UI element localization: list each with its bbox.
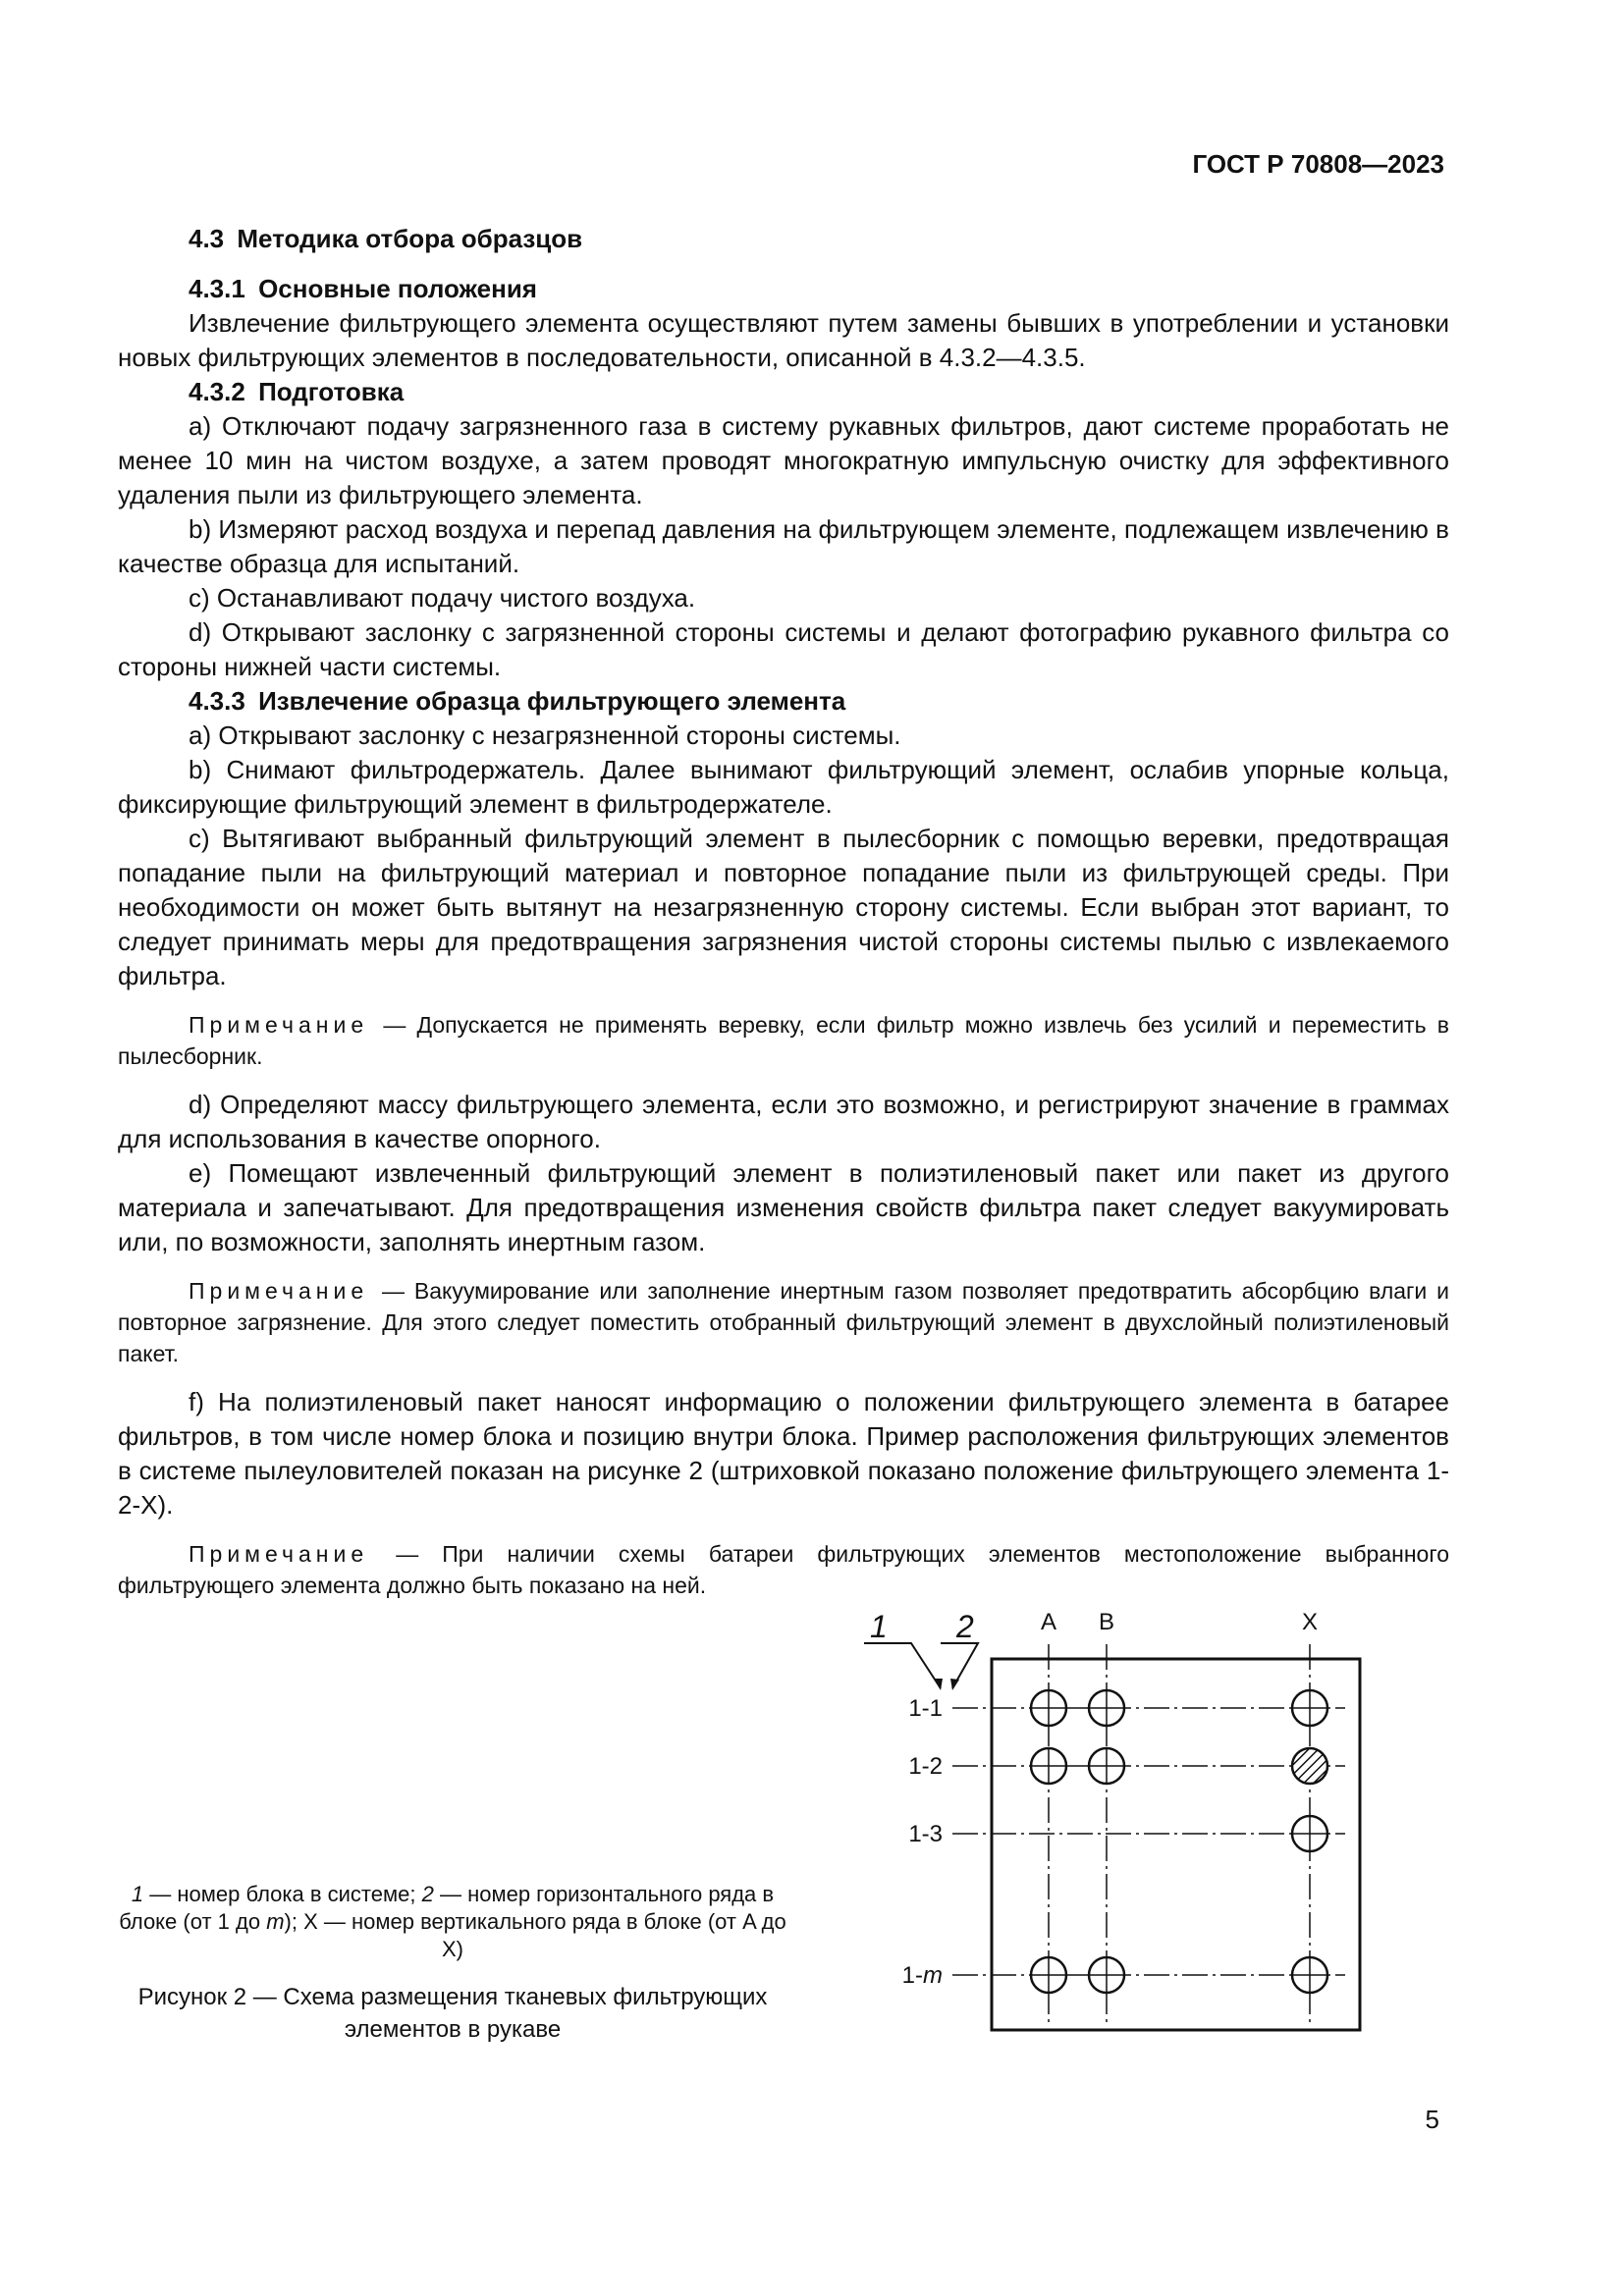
filter-element-1-2-x-selected bbox=[1292, 1748, 1327, 1784]
row-label-1-2: 1-2 bbox=[908, 1753, 943, 1780]
item-433-c: c) Вытягивают выбранный фильтрующий элемент в пылесборник с помощью веревки, предотвращая попадание пыли на фильтрующий материал и повторное попадание пыли из фильтрующей среды. При необходимости он может быть вытянут на незагрязненную сторону системы. Если выбран этот вариант, то следует принимать меры для предотвращения загрязнения чистой стороны системы пылью с извлекаемого фильтра. bbox=[118, 824, 1449, 990]
subsection-heading-433 bbox=[118, 684, 1449, 719]
standard-number: ГОСТ Р 70808—2023 bbox=[1192, 149, 1444, 179]
subsection-title-431: Основные положения bbox=[258, 274, 537, 303]
figure-title: Рисунок 2 — Схема размещения тканевых фильтрующих элементов в рукаве bbox=[137, 1984, 768, 2043]
row-label-1-m-var: m bbox=[923, 1962, 943, 1989]
section-title: Методика отбора образцов bbox=[237, 224, 583, 253]
legend-text-3: ); X — номер вертикального ряда в блоке (от A до X) bbox=[284, 1909, 786, 1961]
item-433-d: d) Определяют массу фильтрующего элемента, если это возможно, и регистрируют значение в граммах для использования в качестве опорного. bbox=[118, 1090, 1449, 1153]
paragraph-431: Извлечение фильтрующего элемента осуществляют путем замены бывших в употреблении и установки новых фильтрующих элементов в последовательности, описанной в 4.3.2—4.3.5. bbox=[118, 308, 1449, 372]
item-432-d: d) Открывают заслонку с загрязненной стороны системы и делают фотографию рукавного фильтра со стороны нижней части системы. bbox=[118, 617, 1449, 681]
item-432-a: a) Отключают подачу загрязненного газа в систему рукавных фильтров, дают системе проработать не менее 10 мин на чистом воздухе, а затем проводят многократную импульсную очистку для эффективного удаления пыли из фильтрующего элемента. bbox=[118, 411, 1449, 509]
crosshairs bbox=[1031, 1690, 1327, 1993]
legend-text-2: — номер горизонтального ряда в блоке (от 1 до bbox=[119, 1882, 775, 1934]
note-3-label: Примечание bbox=[189, 1541, 369, 1567]
row-label-1-3: 1-3 bbox=[908, 1821, 943, 1847]
page-number: 5 bbox=[1425, 2105, 1439, 2134]
legend-text-1: — номер блока в системе; bbox=[143, 1882, 422, 1906]
legend-num-1: 1 bbox=[131, 1882, 144, 1906]
row-label-1-m-prefix: 1- bbox=[901, 1962, 923, 1989]
subsection-number-433: 4.3.3 bbox=[189, 686, 245, 716]
item-432-c: c) Останавливают подачу чистого воздуха. bbox=[189, 583, 696, 613]
callout-1-arrow bbox=[934, 1679, 943, 1690]
subsection-heading-432 bbox=[118, 375, 1449, 409]
column-label-b: B bbox=[1098, 1609, 1115, 1635]
item-433-f: f) На полиэтиленовый пакет наносят информацию о положении фильтрующего элемента в батарее фильтров, в том числе номер блока и позицию внутри блока. Пример расположения фильтрующих элементов в системе пылеуловителей показан на рисунке 2 (штриховкой показано положение фильтрующего элемента 1-2-X). bbox=[118, 1387, 1449, 1520]
subsection-heading-431 bbox=[118, 272, 1449, 306]
note-1-text: — Допускается не применять веревку, если фильтр можно извлечь без усилий и переместить в пылесборник. bbox=[118, 1012, 1449, 1069]
legend-var-m: m bbox=[266, 1909, 285, 1934]
note-3-text: — При наличии схемы батареи фильтрующих элементов местоположение выбранного фильтрующего элемента должно быть показано на ней. bbox=[118, 1541, 1449, 1598]
note-2 bbox=[118, 1275, 1449, 1369]
note-3 bbox=[118, 1538, 1449, 1601]
callout-2-arrow bbox=[950, 1679, 959, 1690]
item-433-a: a) Открывают заслонку с незагрязненной стороны системы. bbox=[189, 721, 901, 750]
item-432-b: b) Измеряют расход воздуха и перепад давления на фильтрующем элементе, подлежащем извлечению в качестве образца для испытаний. bbox=[118, 514, 1449, 578]
column-label-a: A bbox=[1040, 1609, 1057, 1635]
row-label-1-1: 1-1 bbox=[908, 1695, 943, 1722]
filter-layout-diagram bbox=[844, 1600, 1394, 2052]
column-label-x: X bbox=[1301, 1609, 1319, 1635]
item-433-b: b) Снимают фильтродержатель. Далее вынимают фильтрующий элемент, ослабив упорные кольца, фиксирующие фильтрующий элемент в фильтродержателе. bbox=[118, 755, 1449, 819]
subsection-title-433: Извлечение образца фильтрующего элемента bbox=[258, 686, 846, 716]
row-label-1-m bbox=[902, 1962, 943, 1989]
callout-2: 2 bbox=[956, 1609, 974, 1644]
note-1-label: Примечание bbox=[189, 1012, 369, 1038]
subsection-number-431: 4.3.1 bbox=[189, 274, 245, 303]
section-heading bbox=[118, 222, 1449, 256]
callout-1: 1 bbox=[870, 1609, 888, 1644]
note-2-label: Примечание bbox=[189, 1278, 369, 1304]
item-433-e: e) Помещают извлеченный фильтрующий элемент в полиэтиленовый пакет или пакет из другого материала и запечатывают. Для предотвращения изменения свойств фильтра пакет следует вакуумировать или, по возможности, заполнять инертным газом. bbox=[118, 1158, 1449, 1256]
section-number: 4.3 bbox=[189, 224, 225, 253]
figure-caption bbox=[118, 1881, 787, 2046]
note-2-text: — Вакуумирование или заполнение инертным газом позволяет предотвратить абсорбцию влаги и повторное загрязнение. Для этого следует поместить отобранный фильтрующий элемент в двухслойный полиэтиленовый пакет. bbox=[118, 1278, 1450, 1366]
main-text bbox=[118, 222, 1449, 1617]
subsection-number-432: 4.3.2 bbox=[189, 377, 245, 406]
note-1 bbox=[118, 1009, 1449, 1072]
callout-1-leader bbox=[864, 1643, 941, 1688]
callout-2-leader bbox=[941, 1643, 978, 1688]
legend-num-2: 2 bbox=[421, 1882, 434, 1906]
figure-legend bbox=[118, 1881, 787, 1963]
subsection-title-432: Подготовка bbox=[258, 377, 405, 406]
